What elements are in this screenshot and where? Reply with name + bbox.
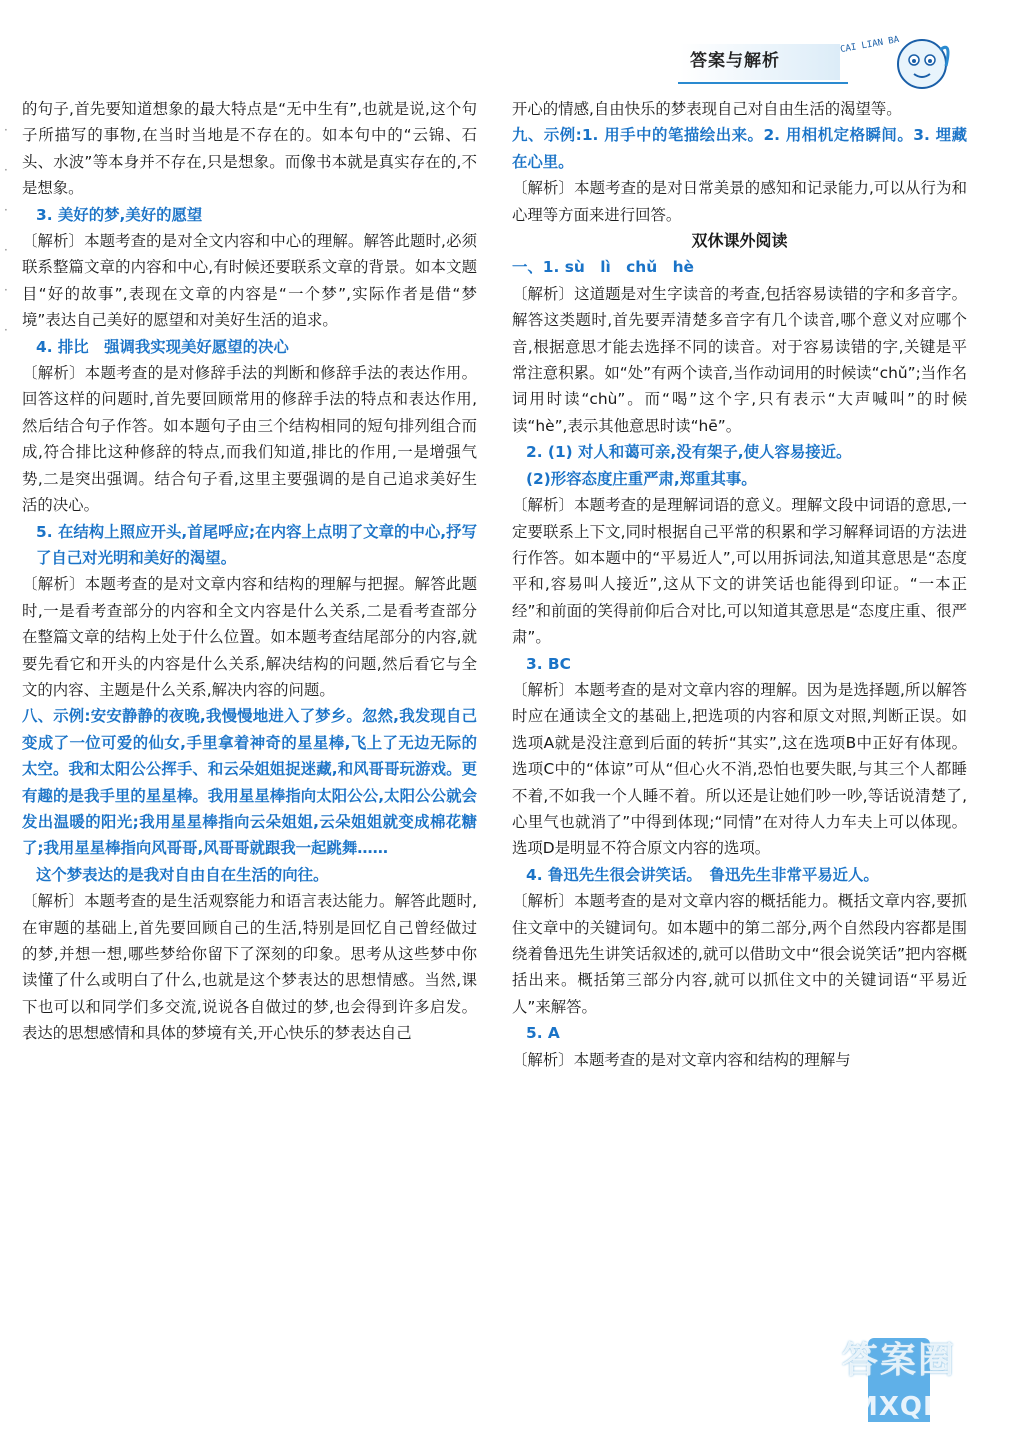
- section-title: 双休课外阅读: [691, 231, 788, 251]
- explanation-4-right: 〔解析〕本题考查的是对文章内容的概括能力。概括文章内容,要抓住文章中的关键词句。如本题中的第二部分,两个自然段内容都是围绕着鲁迅先生讲笑话叙述的,就可以借助文中“很会说笑话”把内容概括出来。概括第三部分内容,就可以抓住文中的关键词语“平易近人”来解答。: [512, 892, 967, 1016]
- explanation-2: 〔解析〕本题考查的是理解词语的意义。理解文段中词语的意思,一定要联系上下文,同时根据自己平常的积累和学习解释词语的方法进行作答。如本题中的“平易近人”,可以用拆词法,知道其意思是“态度平和,容易叫人接近”,这从下文的讲笑话也能得到印证。“一本正经”和前面的笑得前仰后合对比,可以知道其意思是“态度庄重、很严肃”。: [512, 496, 967, 647]
- mascot-icon: [880, 30, 960, 100]
- answer-4-right: 4. 鲁迅先生很会讲笑话。 鲁迅先生非常平易近人。: [526, 865, 879, 884]
- header-underline: [678, 82, 848, 84]
- answer-4-left: 4. 排比 强调我实现美好愿望的决心: [36, 337, 289, 356]
- explanation-8: 〔解析〕本题考查的是生活观察能力和语言表达能力。解答此题时,在审题的基础上,首先要回顾自己的生活,特别是回忆自己曾经做过的梦,并想一想,哪些梦给你留下了深刻的印象。思考从这些梦中你读懂了什么或明白了什么,也就是这个梦表达的思想情感。当然,课下也可以和同学们多交流,说说各自做过的梦,也会得到许多启发。表达的思想感情和具体的梦境有关,开心快乐的梦表达自己: [22, 892, 477, 1043]
- answer-9: 九、示例:1. 用手中的笔描绘出来。2. 用相机定格瞬间。3. 埋藏在心里。: [512, 126, 967, 171]
- answer-3-left: 3. 美好的梦,美好的愿望: [36, 205, 203, 224]
- answer-2-part-2: (2)形容态度庄重严肃,郑重其事。: [526, 469, 757, 488]
- explanation-5-left: 〔解析〕本题考查的是对文章内容和结构的理解与把握。解答此题时,一是看考查部分的内容和全文内容是什么关系,二是看考查部分在整篇文章的结构上处于什么位置。如本题考查结尾部分的内容,就要先看它和开头的内容是什么关系,解决结构的问题,然后看它与全文的内容、主题是什么关系,解决内容的问题。: [22, 575, 477, 699]
- explanation-4-left: 〔解析〕本题考查的是对修辞手法的判断和修辞手法的表达作用。回答这样的问题时,首先要回顾常用的修辞手法的特点和表达作用,然后结合句子作答。如本题句子由三个结构相同的短句排列组合而成,符合排比这种修辞的特点,而我们知道,排比的作用,一是增强气势,二是突出强调。结合句子看,这里主要强调的是自己追求美好生活的决心。: [22, 364, 477, 515]
- watermark-logo: 答案圈: [842, 1340, 957, 1381]
- explanation-1: 〔解析〕这道题是对生字读音的考查,包括容易读错的字和多音字。解答这类题时,首先要弄清楚多音字有几个读音,哪个意义对应哪个音,根据意思才能去选择不同的读音。对于容易读错的字,关键是平常注意积累。如“处”有两个读音,当作动词用的时候读“chǔ”;当作名词用时读“chù”。而“喝”这个字,只有表示“大声喊叫”的时候读“hè”,表示其他意思时读“hē”。: [512, 284, 967, 435]
- explanation-3-left: 〔解析〕本题考查的是对全文内容和中心的理解。解答此题时,必须联系整篇文章的内容和中心,有时候还要联系文章的背景。如本文题目“好的故事”,表现在文章的内容是“一个梦”,实际作者是借“梦境”表达自己美好的愿望和对美好生活的追求。: [22, 232, 477, 330]
- left-column: [22, 96, 477, 1047]
- watermark-url: MXQE.COM: [852, 1392, 1023, 1422]
- explanation-5-right: 〔解析〕本题考查的是对文章内容和结构的理解与: [512, 1050, 851, 1069]
- answer-2-part-1: 2. (1) 对人和蔼可亲,没有架子,使人容易接近。: [526, 443, 852, 462]
- answer-3-right: 3. BC: [526, 654, 571, 673]
- mascot-logo-text: CAI LIAN BA: [839, 34, 900, 56]
- explanation-9: 〔解析〕本题考查的是对日常美景的感知和记录能力,可以从行为和心理等方面来进行回答。: [512, 179, 967, 224]
- margin-binding-marks: · · · · · ·: [4, 123, 8, 337]
- answer-1-pinyin: 一、1. sù lì chǔ hè: [512, 258, 694, 277]
- right-para-1: 开心的情感,自由快乐的梦表现自己对自由生活的渴望等。: [512, 100, 902, 118]
- answer-5-left: 5. 在结构上照应开头,首尾呼应;在内容上点明了文章的中心,抒写了自己对光明和美好的渴望。: [36, 522, 477, 567]
- page-header-title: 答案与解析: [690, 51, 780, 71]
- left-para-1: 的句子,首先要知道想象的最大特点是“无中生有”,也就是说,这个句子所描写的事物,在当时当地是不存在的。如本句中的“云锦、石头、水波”等本身并不存在,只是想象。而像书本就是真实存在的,不是想象。: [22, 100, 477, 198]
- answer-5-right: 5. A: [526, 1024, 560, 1043]
- answer-8-summary: 这个梦表达的是我对自由自在生活的向往。: [36, 865, 329, 884]
- explanation-3-right: 〔解析〕本题考查的是对文章内容的理解。因为是选择题,所以解答时应在通读全文的基础上,把选项的内容和原文对照,判断正误。如选项A就是没注意到后面的转折“其实”,这在选项B中正好有体现。选项C中的“体谅”可从“但心火不消,恐怕也要失眠,与其三个人都睡不着,不如我一个人睡不着。所以还是让她们吵一吵,等话说清楚了,心里气也就消了”中得到体现;“同情”在对待人力车夫上可以体现。选项D是明显不符合原文内容的选项。: [512, 680, 967, 858]
- answer-8: 八、示例:安安静静的夜晚,我慢慢地进入了梦乡。忽然,我发现自己变成了一位可爱的仙女,手里拿着神奇的星星棒,飞上了无边无际的太空。我和太阳公公挥手、和云朵姐姐捉迷藏,和风哥哥玩游戏。更有趣的是我手里的星星棒。我用星星棒指向太阳公公,太阳公公就会发出温暖的阳光;我用星星棒指向云朵姐姐,云朵姐姐就变成棉花糖了;我用星星棒指向风哥哥,风哥哥就跟我一起跳舞……: [22, 707, 477, 858]
- right-column: [512, 96, 967, 1073]
